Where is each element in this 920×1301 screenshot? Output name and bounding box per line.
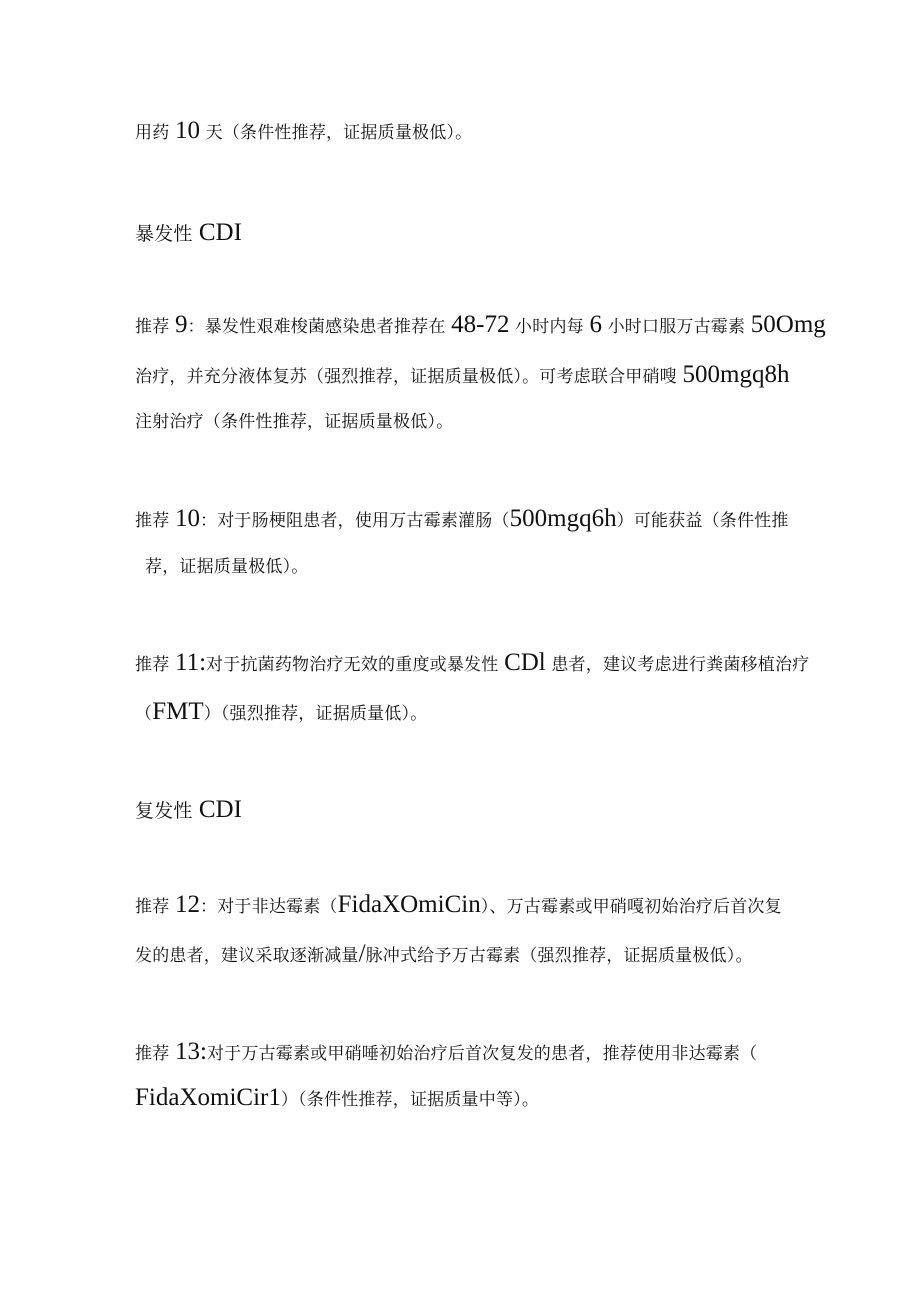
- recommendation-11-line-1: 推荐 11:对于抗菌药物治疗无效的重度或暴发性 CDl 患者，建议考虑进行粪菌移植治疗: [135, 649, 810, 676]
- recommendation-13-line-2: FidaXomiCir1）（条件性推荐，证据质量中等）。: [135, 1084, 540, 1111]
- section-heading-recurrent-cdi: 复发性 CDI: [135, 796, 242, 823]
- recommendation-10-line-2: 荐，证据质量极低）。: [145, 557, 309, 577]
- recommendation-9-line-3: 注射治疗（条件性推荐，证据质量极低）。: [135, 412, 454, 432]
- recommendation-9-line-2: 治疗，并充分液体复苏（强烈推荐，证据质量极低）。可考虑联合甲硝嗖 500mgq8h: [135, 361, 790, 388]
- recommendation-10-line-1: 推荐 10：对于肠梗阻患者，使用万古霉素灌肠（500mgq6h）可能获益（条件性推: [135, 505, 789, 532]
- recommendation-13-line-1: 推荐 13:对于万古霉素或甲硝唾初始治疗后首次复发的患者，推荐使用非达霉素（: [135, 1038, 758, 1065]
- recommendation-11-line-2: （FMT）（强烈推荐，证据质量低）。: [135, 698, 428, 725]
- recommendation-12-line-1: 推荐 12：对于非达霉素（FidaXOmiCin）、万古霉素或甲硝嘎初始治疗后首次复: [135, 891, 782, 918]
- recommendation-9-line-1: 推荐 9：暴发性艰难梭菌感染患者推荐在 48-72 小时内每 6 小时口服万古霉素 50Omg: [135, 311, 826, 338]
- recommendation-12-line-2: 发的患者，建议采取逐渐减量/脉冲式给予万古霉素（强烈推荐，证据质量极低）。: [135, 940, 753, 967]
- section-heading-fulminant-cdi: 暴发性 CDI: [135, 219, 242, 246]
- text-line-1: 用药 10 天（条件性推荐，证据质量极低）。: [135, 117, 473, 144]
